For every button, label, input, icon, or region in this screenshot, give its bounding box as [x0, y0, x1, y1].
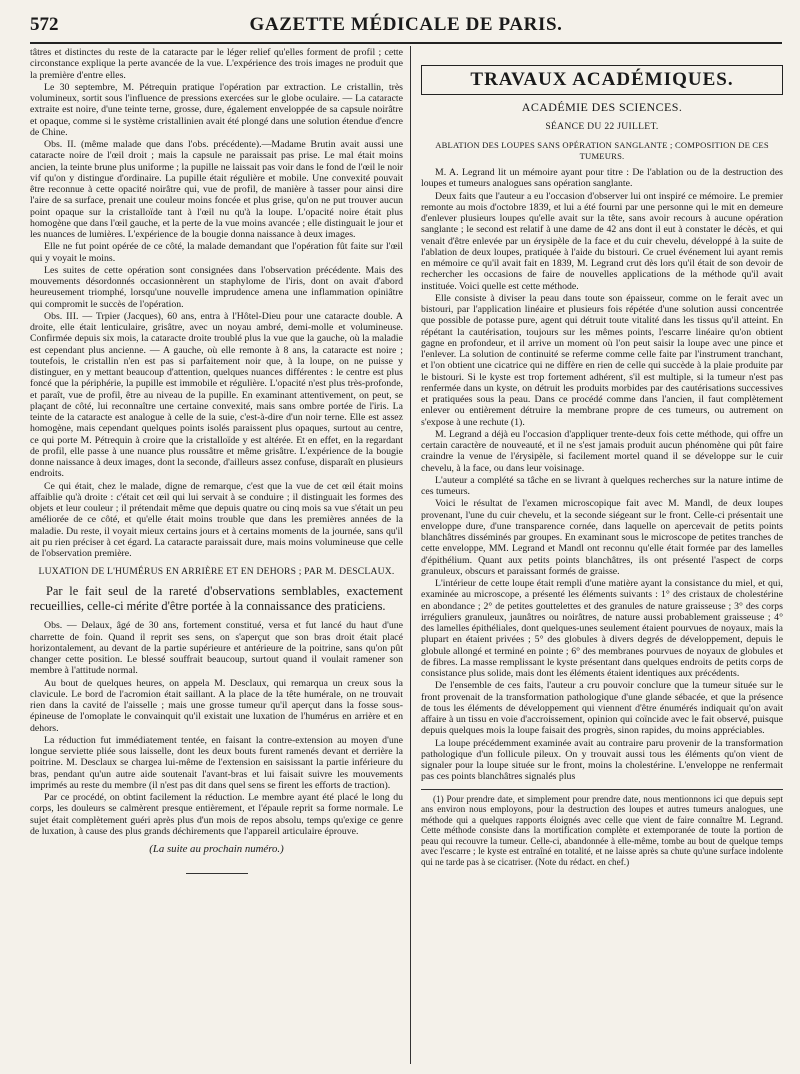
- paragraph: L'intérieur de cette loupe était rempli d'une matière ayant la consistance du miel, et qui, examinée au microscope, a présenté les éléments suivants : 1° des cristaux de cholestérine en abondance ; 2° de petites gouttelettes et des granules de nature graisseuse ; 3° des corps irréguliers granuleux, jaunâtres ou noirâtres, de nature aussi probablement graisseuse ; 4° des lamelles épithéliales, dont quelques-unes seulement étaient pourvues de noyaux, mais la plupart en étaient privées ; 5° des globules à divers degrés de développement, depuis le globule allongé et terminé en pointe ; 6° des membranes pourvues de noyaux de globules et de fibres. La masse remplissant le kyste présentant dans quelques endroits de petits corps de consistance plus solide, mais dont les éléments étaient identiques aux précédents.: [421, 578, 783, 679]
- footnote-rule: [421, 789, 783, 790]
- page-number: 572: [30, 14, 59, 35]
- footnote: (1) Pour prendre date, et simplement pour prendre date, nous mentionnons ici que depuis sept ans environ nous employons, pour la destruction des loupes et autres tumeurs analogues, une méthode qui a quelques rapports éloignés avec celle que vient de faire connaître M. Legrand. Cette méthode consiste dans la mortification complète et extemporanée de toute la portion de peau qui recouvre la tumeur. Celle-ci, abandonnée à elle-même, tombe au bout de quelque temps avec l'escarre ; le kyste est entraîné en totalité, et ne laisse après sa chute qu'une surface indolente qui ne tarde pas à se cicatriser. (Note du rédact. en chef.): [421, 793, 783, 868]
- paragraph: M. A. Legrand lit un mémoire ayant pour titre : De l'ablation ou de la destruction des loupes et tumeurs analogues sans opération sanglante.: [421, 167, 783, 190]
- paragraph: La loupe précédemment examinée avait au contraire paru provenir de la transformation pathologique d'un follicule pileux. On y trouvait aussi tous les éléments qu'on vient de signaler pour la loupe située sur le front, moins la cholestérine. L'enveloppe ne renfermait pas ces points blanchâtres signalés plus: [421, 737, 783, 783]
- paragraph: Les suites de cette opération sont consignées dans l'observation précédente. Mais des mouvements désordonnés occasionnèrent un staphylome de l'iris, dont on avait d'abord heureusement triomphé, lorsqu'une nouvelle imprudence amena une inflammation opiniâtre qui compromit le succès de l'opération.: [30, 264, 403, 310]
- paragraph: Obs. III. — Trpier (Jacques), 60 ans, entra à l'Hôtel-Dieu pour une cataracte double. A droite, elle était lenticulaire, grisâtre, avec un noyau ambré, demi-molle et volumineuse. Confirmée depuis six mois, la cataracte droite troublé plus la vue que la gauche, où la maladie est cependant plus ancienne. — A gauche, où elle remonte à 8 ans, la cataracte est noire ; toutefois, le cristallin n'en est pas si parfaitement noir que, à la loupe, on ne puisse y distinguer, en y mettant beaucoup d'attention, quelques nuances différentes : le centre est plus foncé que la périphérie, la pupille est immobile et régulière. L'opacité n'est plus très-profonde, et paraît, vue de profil, être au niveau de la pupille. En examinant attentivement, on peut, se plaçant de côté, lui reconnaître une certaine convexité, mais sans ombre portée de l'iris. La teinte de la cataracte est analogue à celle de la suie, c'est-à-dire d'un noir terne. Elle est assez homogène, mais cependant quelques points isolés paraissent plus opaques, surtout au centre, ce qui porte M. Pétrequin à croire que la cristalloïde y est altérée. Et en effet, en la regardant de profil, elle passe à une nuance plus roussâtre et même grisâtre. L'expérience de la bougie donne naissance à deux images, dont la seconde, d'ailleurs assez confuse, disparaît en plusieurs endroits.: [30, 310, 403, 480]
- continued-note: (La suite au prochain numéro.): [149, 843, 284, 855]
- paragraph: De l'ensemble de ces faits, l'auteur a cru pouvoir conclure que la tumeur située sur le front provenait de la transformation pathologique d'une glande sébacée, et que la présence de tous les éléments de développement qui viennent d'être énumérés indiquait qu'on avait affaire à un tissu en voie d'accroissement, opinion qui coïncide avec le fait observé, puisque depuis quelques mois la loupe faisait des progrès, sinon rapides, du moins appréciables.: [421, 680, 783, 737]
- paragraph: Elle consiste à diviser la peau dans toute son épaisseur, comme on le ferait avec un bistouri, par l'application linéaire et plusieurs fois répétée d'une solution aussi concentrée que possible de potasse pure, agent qui détruit toute vitalité dans les tissus qu'il atteint. En répétant la cautérisation, toujours sur les mêmes points, l'escarre linéaire qu'on obtient gagne en profondeur, et il arrive un moment où l'on peut saisir la loupe avec une pince et l'enlever. La solution de continuité se referme comme celle faite par l'instrument tranchant, et l'on obtient une cicatrice qui ne diffère en rien de celle qui succède à la plaie produite par le bistouri. Si le kyste est trop fortement adhérent, s'il est multiple, si la tumeur n'est pas renfermée dans un kyste, on détruit les produits morbides par des cautérisations successives et pratiquées sous la peau. Dans ce procédé comme dans l'ancien, il faut complètement enlever ou entièrement détruire la membrane propre de ces tumeurs, ou autrement on s'expose à une rechute (1).: [421, 292, 783, 428]
- paragraph: M. Legrand a déjà eu l'occasion d'appliquer trente-deux fois cette méthode, qui offre un certain caractère de nouveauté, et il ne s'est jamais produit aucun phénomène qui pût faire craindre la venue de l'érysipèle, si facilement mortel quand il se développe sur le cuir chevelu, à la face, ou dans leur voisinage.: [421, 428, 783, 474]
- paragraph: Elle ne fut point opérée de ce côté, la malade demandant que l'opération fût faite sur l'œil qui y voyait le moins.: [30, 241, 403, 264]
- article-title: ABLATION DES LOUPES SANS OPÉRATION SANGLANTE ; COMPOSITION DE CES TUMEURS.: [435, 140, 769, 161]
- left-column: [30, 47, 403, 1063]
- section-heading-box: [421, 65, 783, 95]
- paragraph: Par ce procédé, on obtint facilement la réduction. Le membre ayant été placé le long du corps, les douleurs se calmèrent presque entièrement, et l'épaule reprit sa forme normale. Le sujet était complètement guéri après plus d'un mois de repos absolu, temps qu'exige ce genre de luxation, à cause des plus grands déchirements que l'appareil articulaire éprouve.: [30, 792, 403, 837]
- journal-title: GAZETTE MÉDICALE DE PARIS.: [249, 14, 563, 35]
- paragraph: La réduction fut immédiatement tentée, en faisant la contre-extension au moyen d'une longue serviette pliée sous laisselle, dont les deux bouts furent ramenés devant et derrière la poitrine. M. Desclaux se chargea lui-même de l'extension en saisissant la partie inférieure du bras, pendant qu'un autre aide soutenait l'avant-bras et lui faisait suivre les mouvements imprimés au reste du membre (il n'est pas dit dans quel sens se firent les efforts de traction).: [30, 734, 403, 791]
- section-heading: TRAVAUX ACADÉMIQUES.: [470, 69, 734, 90]
- lead-paragraph: Par le fait seul de la rareté d'observations semblables, exactement recueillies, celle-ci mérite d'être portée à la connaissance des praticiens.: [30, 584, 403, 614]
- paragraph: L'auteur a complété sa tâche en se livrant à quelques recherches sur la nature intime de ces tumeurs.: [421, 474, 783, 497]
- section-title: LUXATION DE L'HUMÉRUS EN ARRIÈRE ET EN DEHORS ; PAR M. DESCLAUX.: [38, 566, 395, 578]
- paragraph: Voici le résultat de l'examen microscopique fait avec M. Mandl, de deux loupes provenant, l'une du cuir chevelu, et la seconde siégeant sur le front. Celle-ci présentait une enveloppe dure, d'une transparence cornée, dans laquelle on apercevait de petits points blanchâtres disséminés par groupes. En examinant sous le microscope de petites tranches de cette enveloppe, MM. Legrand et Mandl ont reconnu qu'elle était formée par des lamelles d'épithélium. Quant aux petits points blanchâtres, ils ont présenté l'aspect de corps granuleux, obscurs et paraissant formés de graisse.: [421, 498, 783, 577]
- paragraph: Obs. II. (même malade que dans l'obs. précédente).—Madame Brutin avait aussi une cataracte noire de l'œil droit ; mais la capsule ne paraissait pas prise. Le mal était moins ancien, la teinte brune plus uniforme ; la pupille ne laissait pas voir dans le fond de l'œil le noir vif qu'on y distingue d'ordinaire. La pupille était régulière et mobile. Une convexité pouvait être reconnue à cette opacité noirâtre qui, vue de profil, de manière à tasser pour ainsi dire l'aire de sa surface, prenait une couleur moins foncée et plus grise, qu'on ne put trouver aucun point opaque sur la cristalloïde tant à l'œil nu qu'à la loupe. L'opacité noire était plus homogène que dans l'œil gauche, et la perte de la vue moins avancée ; elle distinguait le jour et les nuances de lumières. L'expérience de la bougie donna naissance à deux images.: [30, 139, 403, 240]
- paragraph: Ce qui était, chez le malade, digne de remarque, c'est que la vue de cet œil était moins affaiblie qu'à droite : c'était cet œil qui lui servait à se conduire ; il distinguait les formes des objets et leur couleur ; il prétendait même que depuis quatre ou cinq mois sa vue s'était un peu améliorée de ce côté, et qu'elle était moins trouble que dans les premières années de la maladie. Du reste, il voyait mieux certains jours et à certains moments de la journée, sans qu'il ait pu rien préciser à cet égard. La cataracte paraissait dure, mais moins volumineuse que celle de l'observation première.: [30, 480, 403, 559]
- subheading: ACADÉMIE DES SCIENCES.: [521, 100, 683, 114]
- right-column: [421, 47, 783, 1063]
- paragraph: Obs. — Delaux, âgé de 30 ans, fortement constitué, versa et fut lancé du haut d'une charrette de foin. Quand il reprit ses sens, on s'aperçut que son bras droit était placé horizontalement, au devant de la partie supérieure et antérieure de la poitrine, sans qu'on pût changer cette position. Le blessé souffrait beaucoup, surtout quand il voulait ramener son membre à l'attitude normal.: [30, 620, 403, 677]
- column-divider: [410, 46, 411, 1064]
- running-header: [30, 12, 782, 44]
- paragraph: Le 30 septembre, M. Pétrequin pratique l'opération par extraction. Le cristallin, très volumineux, sortit sous l'influence de pressions exercées sur le globe oculaire. — La cataracte extraite est noire, d'une teinte terne, grosse, dure, également enveloppée de sa capsule noirâtre et opaque, comme si le système cristallinien avait été plongé dans une solution étendue d'encre de Chine.: [30, 81, 403, 138]
- session-date: SÉANCE DU 22 JUILLET.: [545, 121, 659, 132]
- paragraph: Deux faits que l'auteur a eu l'occasion d'observer lui ont inspiré ce mémoire. Le premier remonte au mois d'octobre 1839, et lui a été fourni par une personne qui le mit en demeure d'enlever plusieurs loupes qu'elle avait sur la tête, sans avoir recours à aucune opération sanglante ; le second est relatif à une dame de 42 ans dont il eut à constater le décès, et qui venait d'être enlevée par un érysipèle de la face et du cuir chevelu, développé à la suite de l'ablation de deux loupes, pratiquée à l'aide du bistouri. Ce cruel événement lui ayant remis en mémoire ce qu'il avait fait en 1839, M. Legrand crut dès lors qu'il était de son devoir de rechercher les occasions de faire de nouvelles applications de la méthode qu'il avait instituée. Voici quelle est cette méthode.: [421, 190, 783, 292]
- paragraph: Au bout de quelques heures, on appela M. Desclaux, qui remarqua un creux sous la clavicule. Le bord de l'acromion était saillant. A la place de la tête humérale, on ne trouvait rien dans la cavité de l'aisselle ; mais une grosse tumeur qu'il aperçut dans la fosse sous-épineuse de l'omoplate le convainquit qu'il existait une luxation de l'humérus en arrière et en dehors.: [30, 677, 403, 734]
- paragraph: tâtres et distinctes du reste de la cataracte par le léger relief qu'elles forment de profil ; cette circonstance explique la perte avancée de la vue. L'expérience des trois images ne produit que la première d'entre elles.: [30, 47, 403, 81]
- end-rule: [186, 873, 248, 874]
